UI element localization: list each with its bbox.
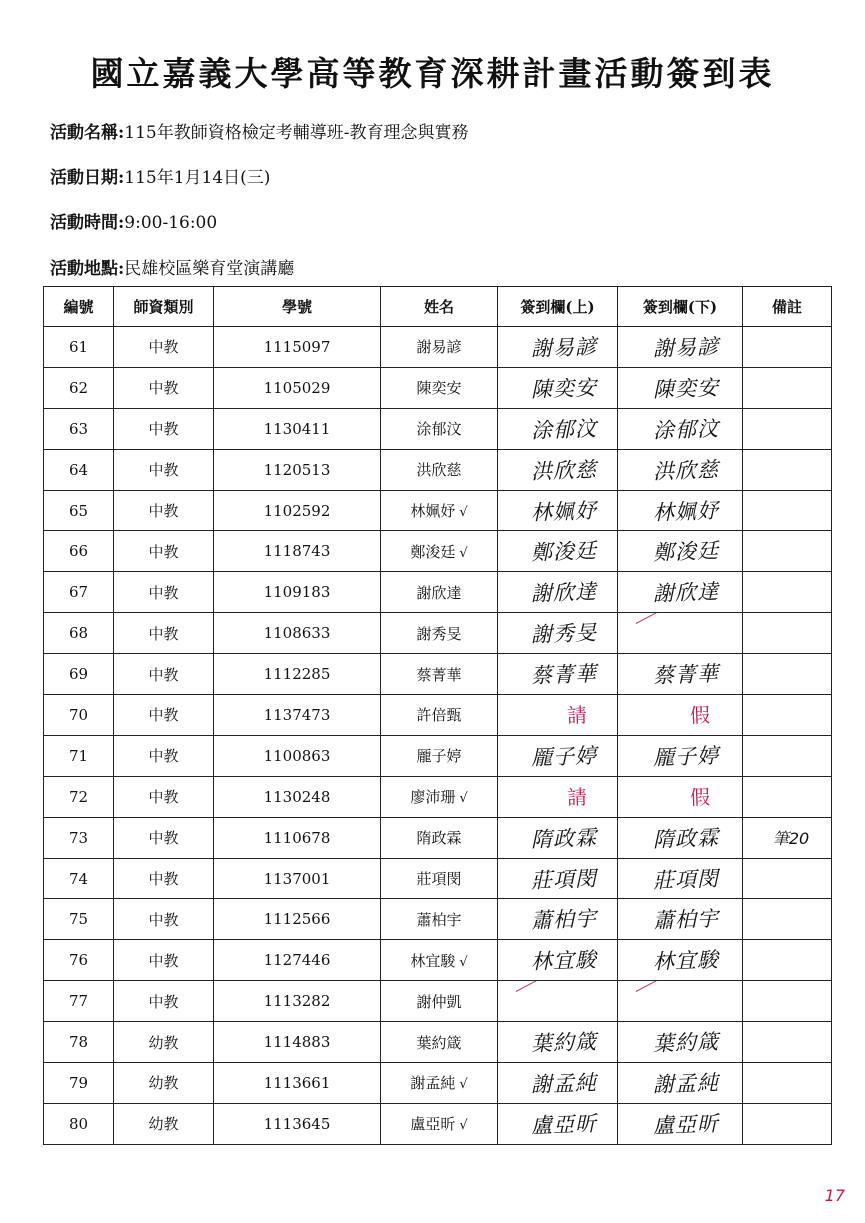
row-name xyxy=(381,449,498,490)
header-number: 編號 xyxy=(44,287,114,327)
signature-pm xyxy=(618,531,743,572)
signature-am xyxy=(498,1063,618,1104)
row-category: 中教 xyxy=(114,858,214,899)
check-mark: √ xyxy=(459,1118,468,1134)
row-name xyxy=(381,572,498,613)
signature-text: 葉約箴 xyxy=(530,1029,597,1057)
signature-pm xyxy=(618,1103,743,1144)
signature-text: 謝欣達 xyxy=(530,579,597,607)
row-number: 67 xyxy=(44,572,114,613)
row-number: 61 xyxy=(44,327,114,368)
row-number: 80 xyxy=(44,1103,114,1144)
signature-pm xyxy=(618,613,743,654)
row-remarks xyxy=(743,858,832,899)
signature-text: 請 xyxy=(566,785,589,810)
activity-time-value: 9:00-16:00 xyxy=(124,213,218,233)
row-name xyxy=(381,408,498,449)
signature-pm xyxy=(618,408,743,449)
signature-am xyxy=(498,327,618,368)
signature-am xyxy=(498,613,618,654)
signature-text: 謝易諺 xyxy=(652,334,720,361)
row-remarks xyxy=(743,899,832,940)
activity-place-line xyxy=(50,254,294,279)
row-number: 74 xyxy=(44,858,114,899)
signature-text: 洪欣慈 xyxy=(652,457,720,484)
row-name-text: 洪欣慈 xyxy=(416,461,462,480)
signature-text: 謝孟純 xyxy=(530,1070,597,1097)
row-category: 中教 xyxy=(114,940,214,981)
signature-am xyxy=(498,654,618,695)
signature-text: 謝易諺 xyxy=(530,334,597,361)
row-student-id: 1112285 xyxy=(214,654,381,695)
signature-text: 鄭浚廷 xyxy=(652,539,720,566)
signature-pm xyxy=(618,776,743,817)
row-student-id: 1137473 xyxy=(214,695,381,736)
row-name-text: 林宜駿 xyxy=(410,951,456,970)
row-name-text: 葉約箴 xyxy=(416,1033,462,1052)
row-number: 77 xyxy=(44,981,114,1022)
row-remarks xyxy=(743,1063,832,1104)
row-name-text: 謝易諺 xyxy=(416,338,462,357)
row-student-id: 1120513 xyxy=(214,449,381,490)
table-row xyxy=(44,654,832,695)
signature-am xyxy=(498,408,618,449)
signature-text: 葉約箴 xyxy=(652,1029,720,1057)
row-category: 中教 xyxy=(114,408,214,449)
signature-text: 莊項閔 xyxy=(652,866,720,893)
row-name-text: 蕭柏宇 xyxy=(416,910,462,929)
row-student-id: 1112566 xyxy=(214,899,381,940)
table-row xyxy=(44,1103,832,1144)
remark-text: 筆20 xyxy=(772,829,810,849)
page-number: 17 xyxy=(824,1186,845,1205)
signature-text: 陳奕安 xyxy=(530,375,597,402)
table-row xyxy=(44,531,832,572)
signature-am xyxy=(498,817,618,858)
row-name-text: 隋政霖 xyxy=(416,829,462,848)
row-category: 中教 xyxy=(114,490,214,531)
row-number: 65 xyxy=(44,490,114,531)
row-category: 中教 xyxy=(114,817,214,858)
signature-text: 涂郁汶 xyxy=(652,416,720,443)
header-student-id: 學號 xyxy=(214,287,381,327)
row-category: 中教 xyxy=(114,981,214,1022)
signature-pm xyxy=(618,735,743,776)
row-name xyxy=(381,735,498,776)
signature-text: 鄭浚廷 xyxy=(530,539,597,566)
signature-pm xyxy=(618,981,743,1022)
row-name xyxy=(381,1103,498,1144)
activity-date-label: 活動日期: xyxy=(50,168,125,188)
row-student-id: 1113661 xyxy=(214,1063,381,1104)
row-student-id: 1108633 xyxy=(214,613,381,654)
row-name-text: 廖沛珊 xyxy=(410,788,456,807)
row-name xyxy=(381,1063,498,1104)
row-student-id: 1130411 xyxy=(214,408,381,449)
signature-pm xyxy=(618,449,743,490)
row-name xyxy=(381,531,498,572)
row-remarks xyxy=(743,1022,832,1063)
row-name-text: 莊項閔 xyxy=(416,870,462,889)
row-name xyxy=(381,981,498,1022)
signature-text: 盧亞昕 xyxy=(652,1111,720,1138)
signature-text: 林宜駿 xyxy=(530,947,597,975)
row-number: 73 xyxy=(44,817,114,858)
row-name-text: 鄭浚廷 xyxy=(410,542,456,561)
row-remarks xyxy=(743,735,832,776)
row-category: 幼教 xyxy=(114,1103,214,1144)
signature-text: 謝欣達 xyxy=(652,579,720,607)
row-student-id: 1110678 xyxy=(214,817,381,858)
row-category: 中教 xyxy=(114,899,214,940)
row-category: 中教 xyxy=(114,449,214,490)
signature-text: 涂郁汶 xyxy=(530,416,597,443)
row-category: 中教 xyxy=(114,327,214,368)
row-name xyxy=(381,613,498,654)
signature-pm xyxy=(618,858,743,899)
strike-line xyxy=(636,613,703,624)
signature-am xyxy=(498,858,618,899)
row-name-text: 謝秀旻 xyxy=(416,624,462,643)
table-row xyxy=(44,940,832,981)
signature-am xyxy=(498,449,618,490)
row-name xyxy=(381,1022,498,1063)
signature-text: 蕭柏宇 xyxy=(652,907,720,934)
header-remarks: 備註 xyxy=(743,287,832,327)
row-remarks xyxy=(743,981,832,1022)
row-name-text: 龎子婷 xyxy=(416,747,462,766)
row-remarks xyxy=(743,367,832,408)
row-name xyxy=(381,327,498,368)
header-signin-pm: 簽到欄(下) xyxy=(618,287,743,327)
signature-am xyxy=(498,899,618,940)
signature-text: 隋政霖 xyxy=(652,825,720,852)
table-row xyxy=(44,776,832,817)
row-name-text: 蔡菁華 xyxy=(416,665,462,684)
signature-text: 蔡菁華 xyxy=(530,661,597,688)
table-header-row xyxy=(44,287,832,327)
activity-name-line xyxy=(50,118,468,143)
row-student-id: 1137001 xyxy=(214,858,381,899)
activity-date-value: 115年1月14日(三) xyxy=(124,168,271,188)
row-remarks xyxy=(743,449,832,490)
signature-am xyxy=(498,367,618,408)
row-name xyxy=(381,858,498,899)
row-category: 中教 xyxy=(114,531,214,572)
row-name xyxy=(381,940,498,981)
signature-pm xyxy=(618,899,743,940)
signature-text: 謝孟純 xyxy=(652,1070,720,1097)
signature-am xyxy=(498,735,618,776)
signature-text: 盧亞昕 xyxy=(530,1111,597,1138)
signature-text: 謝秀旻 xyxy=(530,620,597,648)
row-category: 中教 xyxy=(114,735,214,776)
row-remarks xyxy=(743,1103,832,1144)
row-number: 78 xyxy=(44,1022,114,1063)
row-remarks xyxy=(743,531,832,572)
row-student-id: 1102592 xyxy=(214,490,381,531)
signature-text: 龎子婷 xyxy=(530,743,597,770)
signature-am xyxy=(498,695,618,736)
row-student-id: 1109183 xyxy=(214,572,381,613)
row-remarks xyxy=(743,490,832,531)
signature-pm xyxy=(618,1063,743,1104)
table-row xyxy=(44,735,832,776)
row-number: 76 xyxy=(44,940,114,981)
row-name xyxy=(381,367,498,408)
activity-time-label: 活動時間: xyxy=(50,213,125,233)
row-number: 71 xyxy=(44,735,114,776)
row-student-id: 1127446 xyxy=(214,940,381,981)
row-number: 68 xyxy=(44,613,114,654)
table-row xyxy=(44,817,832,858)
strike-line xyxy=(516,981,583,992)
table-row xyxy=(44,572,832,613)
signature-text: 洪欣慈 xyxy=(530,457,597,484)
row-name-text: 盧亞昕 xyxy=(410,1115,456,1134)
row-student-id: 1113645 xyxy=(214,1103,381,1144)
check-mark: √ xyxy=(459,1077,468,1093)
table-row xyxy=(44,695,832,736)
header-name: 姓名 xyxy=(381,287,498,327)
activity-time-line xyxy=(50,208,217,233)
table-row xyxy=(44,899,832,940)
row-remarks xyxy=(743,408,832,449)
table-row xyxy=(44,367,832,408)
signature-am xyxy=(498,572,618,613)
activity-date-line xyxy=(50,163,270,188)
row-name xyxy=(381,817,498,858)
signature-pm xyxy=(618,695,743,736)
signature-pm xyxy=(618,367,743,408)
activity-name-value: 115年教師資格檢定考輔導班-教育理念與實務 xyxy=(124,123,469,143)
table-row xyxy=(44,490,832,531)
signature-text: 蕭柏宇 xyxy=(530,907,597,934)
row-name xyxy=(381,899,498,940)
row-category: 中教 xyxy=(114,776,214,817)
table-row xyxy=(44,449,832,490)
table-row xyxy=(44,327,832,368)
signature-am xyxy=(498,490,618,531)
row-remarks xyxy=(743,613,832,654)
activity-name-label: 活動名稱: xyxy=(50,123,125,143)
row-name-text: 許倍甄 xyxy=(416,706,462,725)
row-name-text: 林姵妤 xyxy=(410,502,456,520)
row-student-id: 1114883 xyxy=(214,1022,381,1063)
row-student-id: 1113282 xyxy=(214,981,381,1022)
row-remarks xyxy=(743,776,832,817)
check-mark: √ xyxy=(459,791,468,807)
row-name-text: 陳奕安 xyxy=(416,379,462,398)
row-category: 幼教 xyxy=(114,1063,214,1104)
row-remarks xyxy=(743,940,832,981)
row-name-text: 謝孟純 xyxy=(410,1074,456,1093)
signature-pm xyxy=(618,572,743,613)
row-student-id: 1118743 xyxy=(214,531,381,572)
row-remarks xyxy=(743,817,832,858)
check-mark: √ xyxy=(459,954,468,970)
row-name xyxy=(381,490,498,531)
signature-text: 蔡菁華 xyxy=(652,661,720,688)
row-number: 62 xyxy=(44,367,114,408)
activity-place-label: 活動地點: xyxy=(50,259,125,279)
header-signin-am: 簽到欄(上) xyxy=(498,287,618,327)
signature-pm xyxy=(618,940,743,981)
signature-am xyxy=(498,940,618,981)
row-category: 中教 xyxy=(114,367,214,408)
header-category: 師資類別 xyxy=(114,287,214,327)
signature-text: 龎子婷 xyxy=(652,743,720,770)
row-category: 中教 xyxy=(114,572,214,613)
row-name-text: 謝仲凱 xyxy=(416,992,462,1011)
row-remarks xyxy=(743,327,832,368)
sign-in-table xyxy=(43,286,832,1145)
row-category: 中教 xyxy=(114,695,214,736)
signature-pm xyxy=(618,817,743,858)
table-row xyxy=(44,408,832,449)
signature-am xyxy=(498,1103,618,1144)
row-number: 79 xyxy=(44,1063,114,1104)
signature-text: 林宜駿 xyxy=(652,947,720,975)
table-row xyxy=(44,981,832,1022)
row-name xyxy=(381,654,498,695)
table-row xyxy=(44,858,832,899)
row-number: 70 xyxy=(44,695,114,736)
row-remarks xyxy=(743,695,832,736)
row-number: 64 xyxy=(44,449,114,490)
row-student-id: 1130248 xyxy=(214,776,381,817)
check-mark: √ xyxy=(459,505,468,520)
signature-am xyxy=(498,776,618,817)
row-category: 幼教 xyxy=(114,1022,214,1063)
table-row xyxy=(44,1022,832,1063)
signature-text: 莊項閔 xyxy=(530,866,597,893)
table-row xyxy=(44,1063,832,1104)
row-student-id: 1105029 xyxy=(214,367,381,408)
signature-text: 陳奕安 xyxy=(652,375,720,402)
signature-am xyxy=(498,531,618,572)
check-mark: √ xyxy=(459,545,468,561)
activity-place-value: 民雄校區樂育堂演講廳 xyxy=(124,259,295,279)
signature-text: 假 xyxy=(689,785,711,810)
row-remarks xyxy=(743,572,832,613)
signature-am xyxy=(498,981,618,1022)
row-number: 69 xyxy=(44,654,114,695)
row-student-id: 1115097 xyxy=(214,327,381,368)
row-name xyxy=(381,776,498,817)
signature-pm xyxy=(618,327,743,368)
signature-pm xyxy=(618,490,743,531)
row-number: 75 xyxy=(44,899,114,940)
signature-pm xyxy=(618,1022,743,1063)
row-category: 中教 xyxy=(114,654,214,695)
strike-line xyxy=(636,981,703,992)
row-name xyxy=(381,695,498,736)
table-row xyxy=(44,613,832,654)
row-number: 63 xyxy=(44,408,114,449)
signature-text: 隋政霖 xyxy=(530,825,597,852)
row-number: 66 xyxy=(44,531,114,572)
signature-text: 林姵妤 xyxy=(652,498,720,525)
row-category: 中教 xyxy=(114,613,214,654)
signature-text: 假 xyxy=(689,703,711,729)
page-title: 國立嘉義大學高等教育深耕計畫活動簽到表 xyxy=(90,54,775,93)
row-remarks xyxy=(743,654,832,695)
row-name-text: 涂郁汶 xyxy=(416,420,462,439)
row-student-id: 1100863 xyxy=(214,735,381,776)
signature-text: 請 xyxy=(566,703,589,729)
row-number: 72 xyxy=(44,776,114,817)
signature-pm xyxy=(618,654,743,695)
signature-am xyxy=(498,1022,618,1063)
row-name-text: 謝欣達 xyxy=(416,583,462,602)
signature-text: 林姵妤 xyxy=(530,498,597,525)
